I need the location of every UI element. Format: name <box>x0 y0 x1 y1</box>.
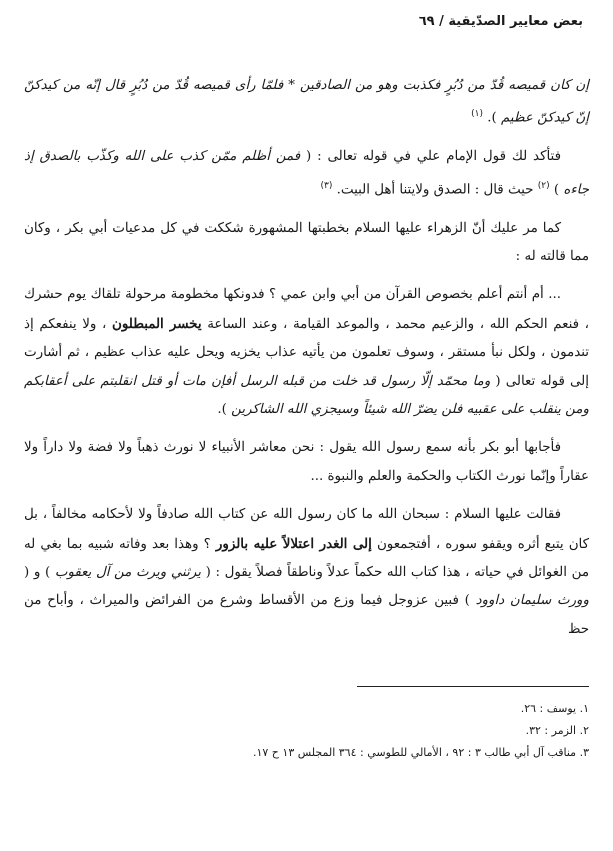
paragraph-4 <box>24 281 589 424</box>
paragraph-text: ... أم أنتم أعلم بخصوص القرآن من أبي وابن عمي ؟ فدونكها مخطومة مرحولة تلقاك يوم حشرك ، فنعم الحكم الله ، والزعيم محمد ، والموعد القيامة ، وعند الساعة <box>24 287 589 332</box>
paragraph-text: ؟ وهذا بعد وفاته شبيه بما بغي له من الغوائل في حياته ، هذا كتاب الله حكماً عدلاً وناطقاً فصلاً يقول : ( <box>24 536 589 581</box>
footnote-marker: (٢) <box>537 180 550 191</box>
footnote-2: ٢. الزمر : ٣٢. <box>525 724 589 737</box>
paragraph-text: ، ولا ينفعكم إذ تندمون ، ولكل نبأ مستقر ، وسوف تعلمون من يأتيه عذاب يخزيه ويحل عليه عذاب عظيم ، ثم أشارت إلى قوله تعالى ( <box>24 316 589 389</box>
quran-verse: وورث سليمان داوود <box>475 593 589 609</box>
footnote-1: ١. يوسف : ٢٦. <box>520 702 589 715</box>
quran-verse: إن كان قميصه قُدّ من دُبُرٍ فكذبت وهو من الصادقين * فلمّا رأى قميصه قُدّ من دُبُرٍ قال إنّه من كيدكنّ إنّ كيدكنّ عظيم <box>24 78 589 126</box>
paragraph-1 <box>24 72 589 133</box>
closing-bracket: ). <box>487 110 501 126</box>
footnotes <box>24 698 589 764</box>
paragraph-text: فقالت عليها السلام : سبحان الله ما كان رسول الله عن كتاب الله صادفاً ولا لأحكامه مخالفاً ، بل كان يتبع أثره ويقفو سوره ، أفتجمعون <box>24 507 589 552</box>
paragraph-text: فتأكد لك قول الإمام علي في قوله تعالى : ( <box>300 149 561 165</box>
closing-bracket: ). <box>217 402 232 417</box>
closing-bracket: ) <box>549 182 564 198</box>
paragraph-5: فأجابها أبو بكر بأنه سمع رسول الله يقول : نحن معاشر الأنبياء لا نورث ذهباً ولا فضة ولا داراً ولا عقاراً وإنّما نورث الكتاب والحكمة والعلم والنبوة ... <box>24 440 589 484</box>
paragraph-2 <box>24 143 589 204</box>
footnote-marker: (١) <box>471 109 483 120</box>
quran-verse: وما محمّد إلّا رسول قد خلت من قبله الرسل أفإن مات أو قتل انقلبتم على أعقابكم ومن ينقلب على عقبيه فلن يضرّ الله شيئاً وسيجزي الله الشاكرين <box>24 373 589 417</box>
paragraph-text: حيث قال : الصدق ولايتنا أهل البيت. <box>336 182 538 198</box>
running-header: بعض معايير الصدّيقية / ٦٩ <box>418 14 583 29</box>
footnote-3: ٣. مناقب آل أبي طالب ٣ : ٩٢ ، الأمالي للطوسي : ٣٦٤ المجلس ١٣ ح ١٧. <box>252 746 589 759</box>
paragraph-text: ) و ( <box>24 565 55 581</box>
emphasis: إلى الغدر اعتلالاً عليه بالزور <box>215 535 372 552</box>
footnote-marker: (٣) <box>320 180 333 191</box>
footnote-divider <box>357 686 589 687</box>
quran-verse: يرثني ويرث من آل يعقوب <box>54 565 201 581</box>
paragraph-3: كما مر عليك أنّ الزهراء عليها السلام بخطبتها المشهورة شككت في كل مدعيات أبي بكر ، وكان مما قالته له : <box>24 220 589 264</box>
quran-verse: فمن أظلم ممّن كذب على الله وكذّب بالصدق إذ جاءه <box>24 149 589 198</box>
paragraph-6 <box>24 501 589 644</box>
emphasis: يخسر المبطلون <box>112 315 202 332</box>
paragraph-text: ) فبين عزوجل فيما وزع من الأقساط وشرع من الفرائض والميراث ، وأباح من حظ <box>24 593 589 637</box>
main-text <box>24 72 589 654</box>
